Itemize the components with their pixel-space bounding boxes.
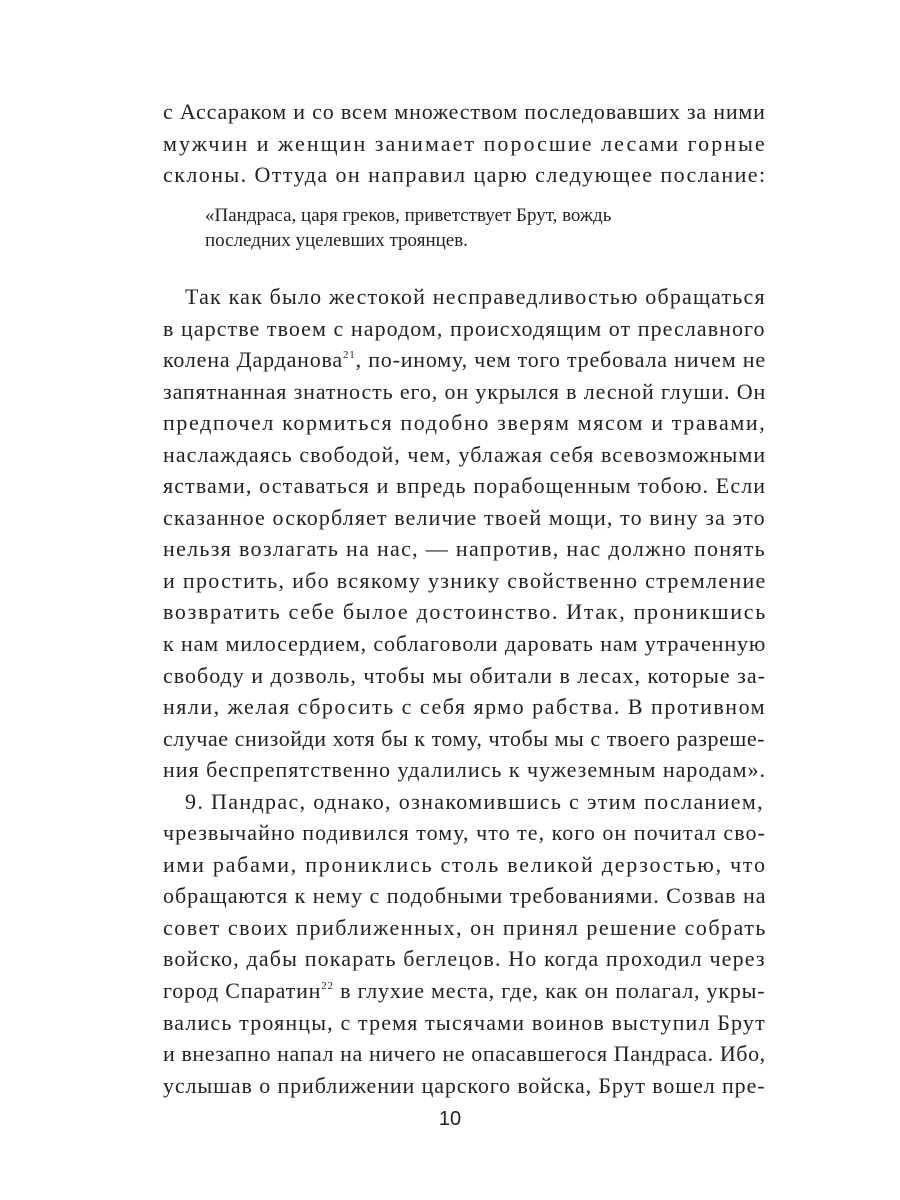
- line-text: возвратить себе былое достоинство. Итак, проникшись: [163, 599, 767, 625]
- text-line: [163, 159, 765, 191]
- line-text: последних уцелевших троянцев.: [205, 230, 468, 251]
- line-text: случае снизойди хотя бы к тому, чтобы мы с твоего разреше-: [163, 725, 766, 751]
- line-text: в царстве твоем с народом, происходящим от преславного: [163, 315, 766, 341]
- line-text: яствами, оставаться и впредь порабощенным тобою. Если: [163, 473, 767, 499]
- text-line: [163, 1038, 765, 1070]
- line-text: нельзя возлагать на нас, — напротив, нас должно понять: [163, 536, 767, 562]
- text-line: [163, 628, 765, 660]
- line-text: 9. Пандрас, однако, ознакомившись с этим посланием,: [185, 788, 765, 814]
- line-text: и внезапно напал на ничего не опасавшегося Пандраса. Ибо,: [163, 1041, 766, 1067]
- text-line: [163, 281, 765, 313]
- text-line: [163, 912, 765, 944]
- line-text: обращаются к нему с подобными требованиями. Созвав на: [163, 883, 767, 909]
- line-text: совет своих приближенных, он принял решение собрать: [163, 914, 767, 940]
- line-text: Так как было жестокой несправедливостью обращаться: [185, 284, 766, 309]
- line-text: мужчин и женщин занимает поросшие лесами горные: [163, 130, 767, 156]
- line-text: услышав о приближении царского войска, Брут вошел пре-: [163, 1072, 766, 1098]
- line-text: с Ассараком и со всем множеством последовавших за ними: [163, 99, 766, 124]
- text-line: [163, 344, 765, 376]
- text-line: [163, 596, 765, 628]
- text-line: [163, 470, 765, 502]
- text-line: [163, 502, 765, 534]
- line-text: склоны. Оттуда он направил царю следующее послание:: [163, 162, 767, 188]
- line-text: свободу и дозволь, чтобы мы обитали в лесах, которые за-: [163, 662, 766, 688]
- line-text: чрезвычайно подивился тому, что те, кого он почитал сво-: [163, 820, 766, 846]
- line-text: «Пандраса, царя греков, приветствует Брут, вождь: [205, 205, 612, 226]
- line-text: , по-иному, чем того требовала ничем не: [355, 347, 766, 373]
- line-text: запятнанная знатность его, он укрылся в лесной глуши. Он: [163, 378, 767, 404]
- text-line: [163, 376, 765, 408]
- text-line: [163, 975, 765, 1007]
- page-number: 10: [438, 1108, 462, 1130]
- footnote-reference[interactable]: 21: [343, 349, 356, 362]
- quoted-letter-heading: [205, 203, 725, 253]
- text-line: [163, 880, 765, 912]
- line-text: войско, дабы покарать беглецов. Но когда проходил через: [163, 946, 766, 972]
- line-text: к нам милосердием, соблаговоли даровать нам утраченную: [163, 631, 767, 657]
- text-line: [205, 228, 725, 253]
- text-line: [163, 439, 765, 471]
- text-line: [163, 817, 765, 849]
- text-line: [163, 313, 765, 345]
- text-line: [163, 1007, 765, 1039]
- line-text: колена Дарданова: [163, 347, 343, 373]
- text-line: [163, 128, 765, 160]
- line-text: ими рабами, прониклись столь великой дерзостью, что: [163, 851, 767, 877]
- line-text: и простить, ибо всякому узнику свойственно стремление: [163, 567, 767, 593]
- line-text: наслаждаясь свободой, чем, ублажая себя всевозможными: [163, 441, 767, 467]
- text-line: [163, 96, 765, 128]
- line-text: город Спаратин: [163, 978, 322, 1004]
- line-text: вались троянцы, с тремя тысячами воинов выступил Брут: [163, 1009, 766, 1035]
- text-line: [163, 849, 765, 881]
- text-line: [163, 407, 765, 439]
- text-line: [163, 565, 765, 597]
- footnote-reference[interactable]: 22: [321, 980, 334, 993]
- text-line: [163, 754, 765, 786]
- text-line: [163, 1070, 765, 1102]
- line-text: ния беспрепятственно удалились к чужеземным народам».: [163, 757, 767, 783]
- text-line: [163, 660, 765, 692]
- line-text: няли, желая сбросить с себя ярмо рабства. В противном: [163, 694, 767, 720]
- text-line: [163, 533, 765, 565]
- line-text: сказанное оскорбляет величие твоей мощи, то вину за это: [163, 504, 766, 530]
- text-line: [163, 723, 765, 755]
- intro-paragraph: [163, 96, 765, 191]
- text-line: [163, 786, 765, 818]
- body-text: [163, 281, 765, 1101]
- line-text: предпочел кормиться подобно зверям мясом и травами,: [163, 410, 767, 436]
- text-line: [205, 203, 725, 228]
- line-text: в глухие места, где, как он полагал, укры-: [333, 978, 766, 1004]
- text-line: [163, 943, 765, 975]
- text-line: [163, 691, 765, 723]
